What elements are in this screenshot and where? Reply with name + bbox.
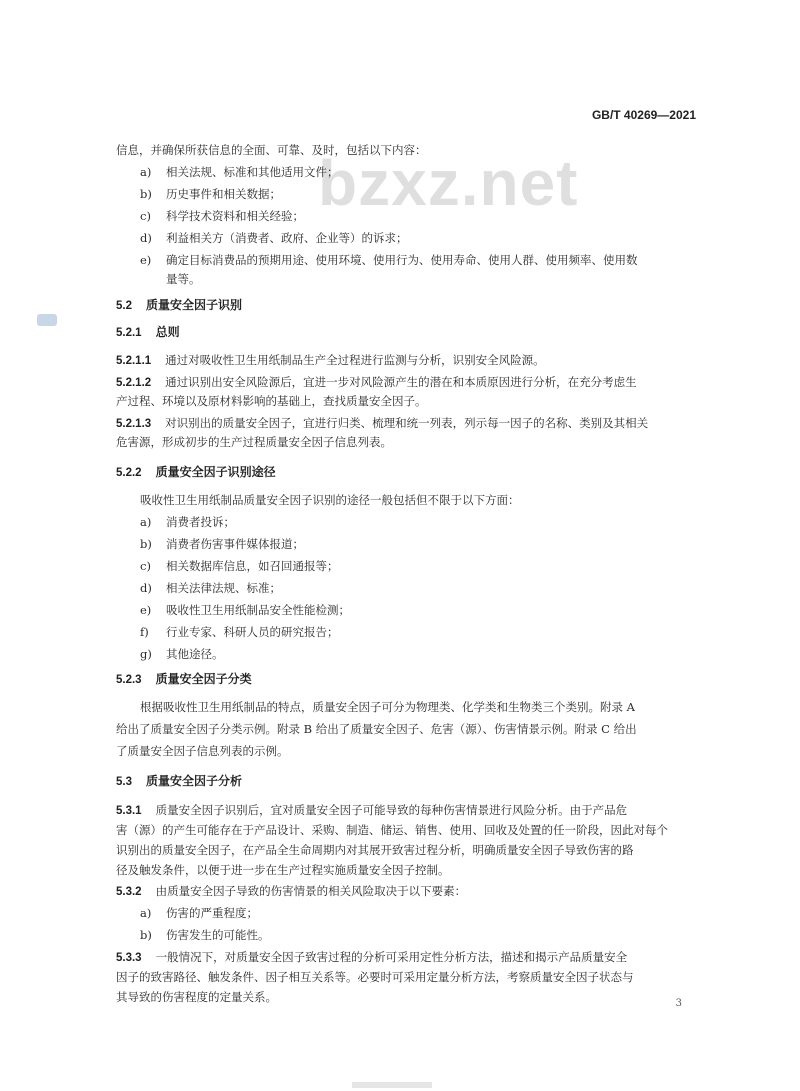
subsection-heading: 5.2.2 质量安全因子识别途径: [116, 465, 276, 479]
clause-paragraph-continuation: 害（源）的产生可能存在于产品设计、采购、制造、储运、销售、使用、回收及处置的任一阶段，因此对每个: [116, 823, 668, 837]
clause-paragraph-continuation: 危害源，形成初步的生产过程质量安全因子信息列表。: [116, 435, 392, 449]
section-heading: 5.3 质量安全因子分析: [116, 774, 243, 788]
clause-paragraph-continuation: 其导致的伤害程度的定量关系。: [116, 990, 277, 1004]
list-item: c) 相关数据库信息，如召回通报等；: [140, 559, 339, 573]
side-tab-icon: [37, 314, 57, 326]
clause-paragraph: 5.2.1.2 通过识别出安全风险源后，宜进一步对风险源产生的潜在和本质原因进行分析，在充分考虑生: [116, 375, 637, 389]
list-item: g) 其他途径。: [140, 647, 224, 661]
footer-mark: [352, 1082, 432, 1088]
list-item: b) 历史事件和相关数据；: [140, 187, 281, 201]
clause-paragraph-continuation: 产过程、环境以及原材料影响的基础上，查找质量安全因子。: [116, 394, 427, 408]
paragraph-text: 信息，并确保所获信息的全面、可靠、及时，包括以下内容：: [116, 143, 427, 157]
list-item: d) 利益相关方（消费者、政府、企业等）的诉求；: [140, 231, 408, 245]
subsection-heading: 5.2.1 总则: [116, 325, 180, 339]
list-item: b) 伤害发生的可能性。: [140, 928, 270, 942]
list-item-continuation: 量等。: [166, 272, 201, 286]
clause-paragraph-continuation: 因子的致害路径、触发条件、因子相互关系等。必要时可采用定量分析方法，考察质量安全因子状态与: [116, 970, 634, 984]
clause-paragraph: 5.2.1.1 通过对吸收性卫生用纸制品生产全过程进行监测与分析，识别安全风险源。: [116, 353, 545, 367]
list-item: a) 伤害的严重程度；: [140, 906, 258, 920]
subsection-heading: 5.2.3 质量安全因子分类: [116, 672, 252, 686]
list-item: a) 相关法规、标准和其他适用文件；: [140, 165, 339, 179]
list-item: e) 确定目标消费品的预期用途、使用环境、使用行为、使用寿命、使用人群、使用频率、使用数: [140, 253, 638, 267]
list-item: b) 消费者伤害事件媒体报道；: [140, 537, 304, 551]
clause-paragraph-continuation: 识别出的质量安全因子，在产品全生命周期内对其展开致害过程分析，明确质量安全因子导致伤害的路: [116, 843, 634, 857]
clause-paragraph: 5.3.2 由质量安全因子导致的伤害情景的相关风险取决于以下要素：: [116, 884, 467, 898]
list-item: e) 吸收性卫生用纸制品安全性能检测；: [140, 603, 350, 617]
section-heading: 5.2 质量安全因子识别: [116, 298, 243, 312]
site-watermark: bzxz.net: [318, 147, 579, 219]
clause-paragraph-continuation: 径及触发条件，以便于进一步在生产过程实施质量安全因子控制。: [116, 863, 450, 877]
clause-paragraph: 5.2.1.3 对识别出的质量安全因子，宜进行归类、梳理和统一列表，列示每一因子的名称、类别及其相关: [116, 416, 649, 430]
paragraph-text: 给出了质量安全因子分类示例。附录 B 给出了质量安全因子、危害（源）、伤害情景示例。附录 C 给出: [116, 722, 637, 736]
paragraph-text: 根据吸收性卫生用纸制品的特点，质量安全因子可分为物理类、化学类和生物类三个类别。附录 A: [140, 700, 635, 714]
list-item: c) 科学技术资料和相关经验；: [140, 209, 304, 223]
list-item: a) 消费者投诉；: [140, 515, 235, 529]
list-item: f) 行业专家、科研人员的研究报告；: [140, 625, 339, 639]
paragraph-text: 吸收性卫生用纸制品质量安全因子识别的途径一般包括但不限于以下方面：: [140, 493, 520, 507]
paragraph-text: 了质量安全因子信息列表的示例。: [116, 744, 289, 758]
clause-paragraph: 5.3.3 一般情况下，对质量安全因子致害过程的分析可采用定性分析方法，描述和揭示产品质量安全: [116, 950, 628, 964]
page-number: 3: [675, 998, 682, 1009]
list-item: d) 相关法律法规、标准；: [140, 581, 281, 595]
standard-number: GB/T 40269—2021: [591, 108, 696, 122]
clause-paragraph: 5.3.1 质量安全因子识别后，宜对质量安全因子可能导致的每种伤害情景进行风险分析。由于产品危: [116, 803, 628, 817]
